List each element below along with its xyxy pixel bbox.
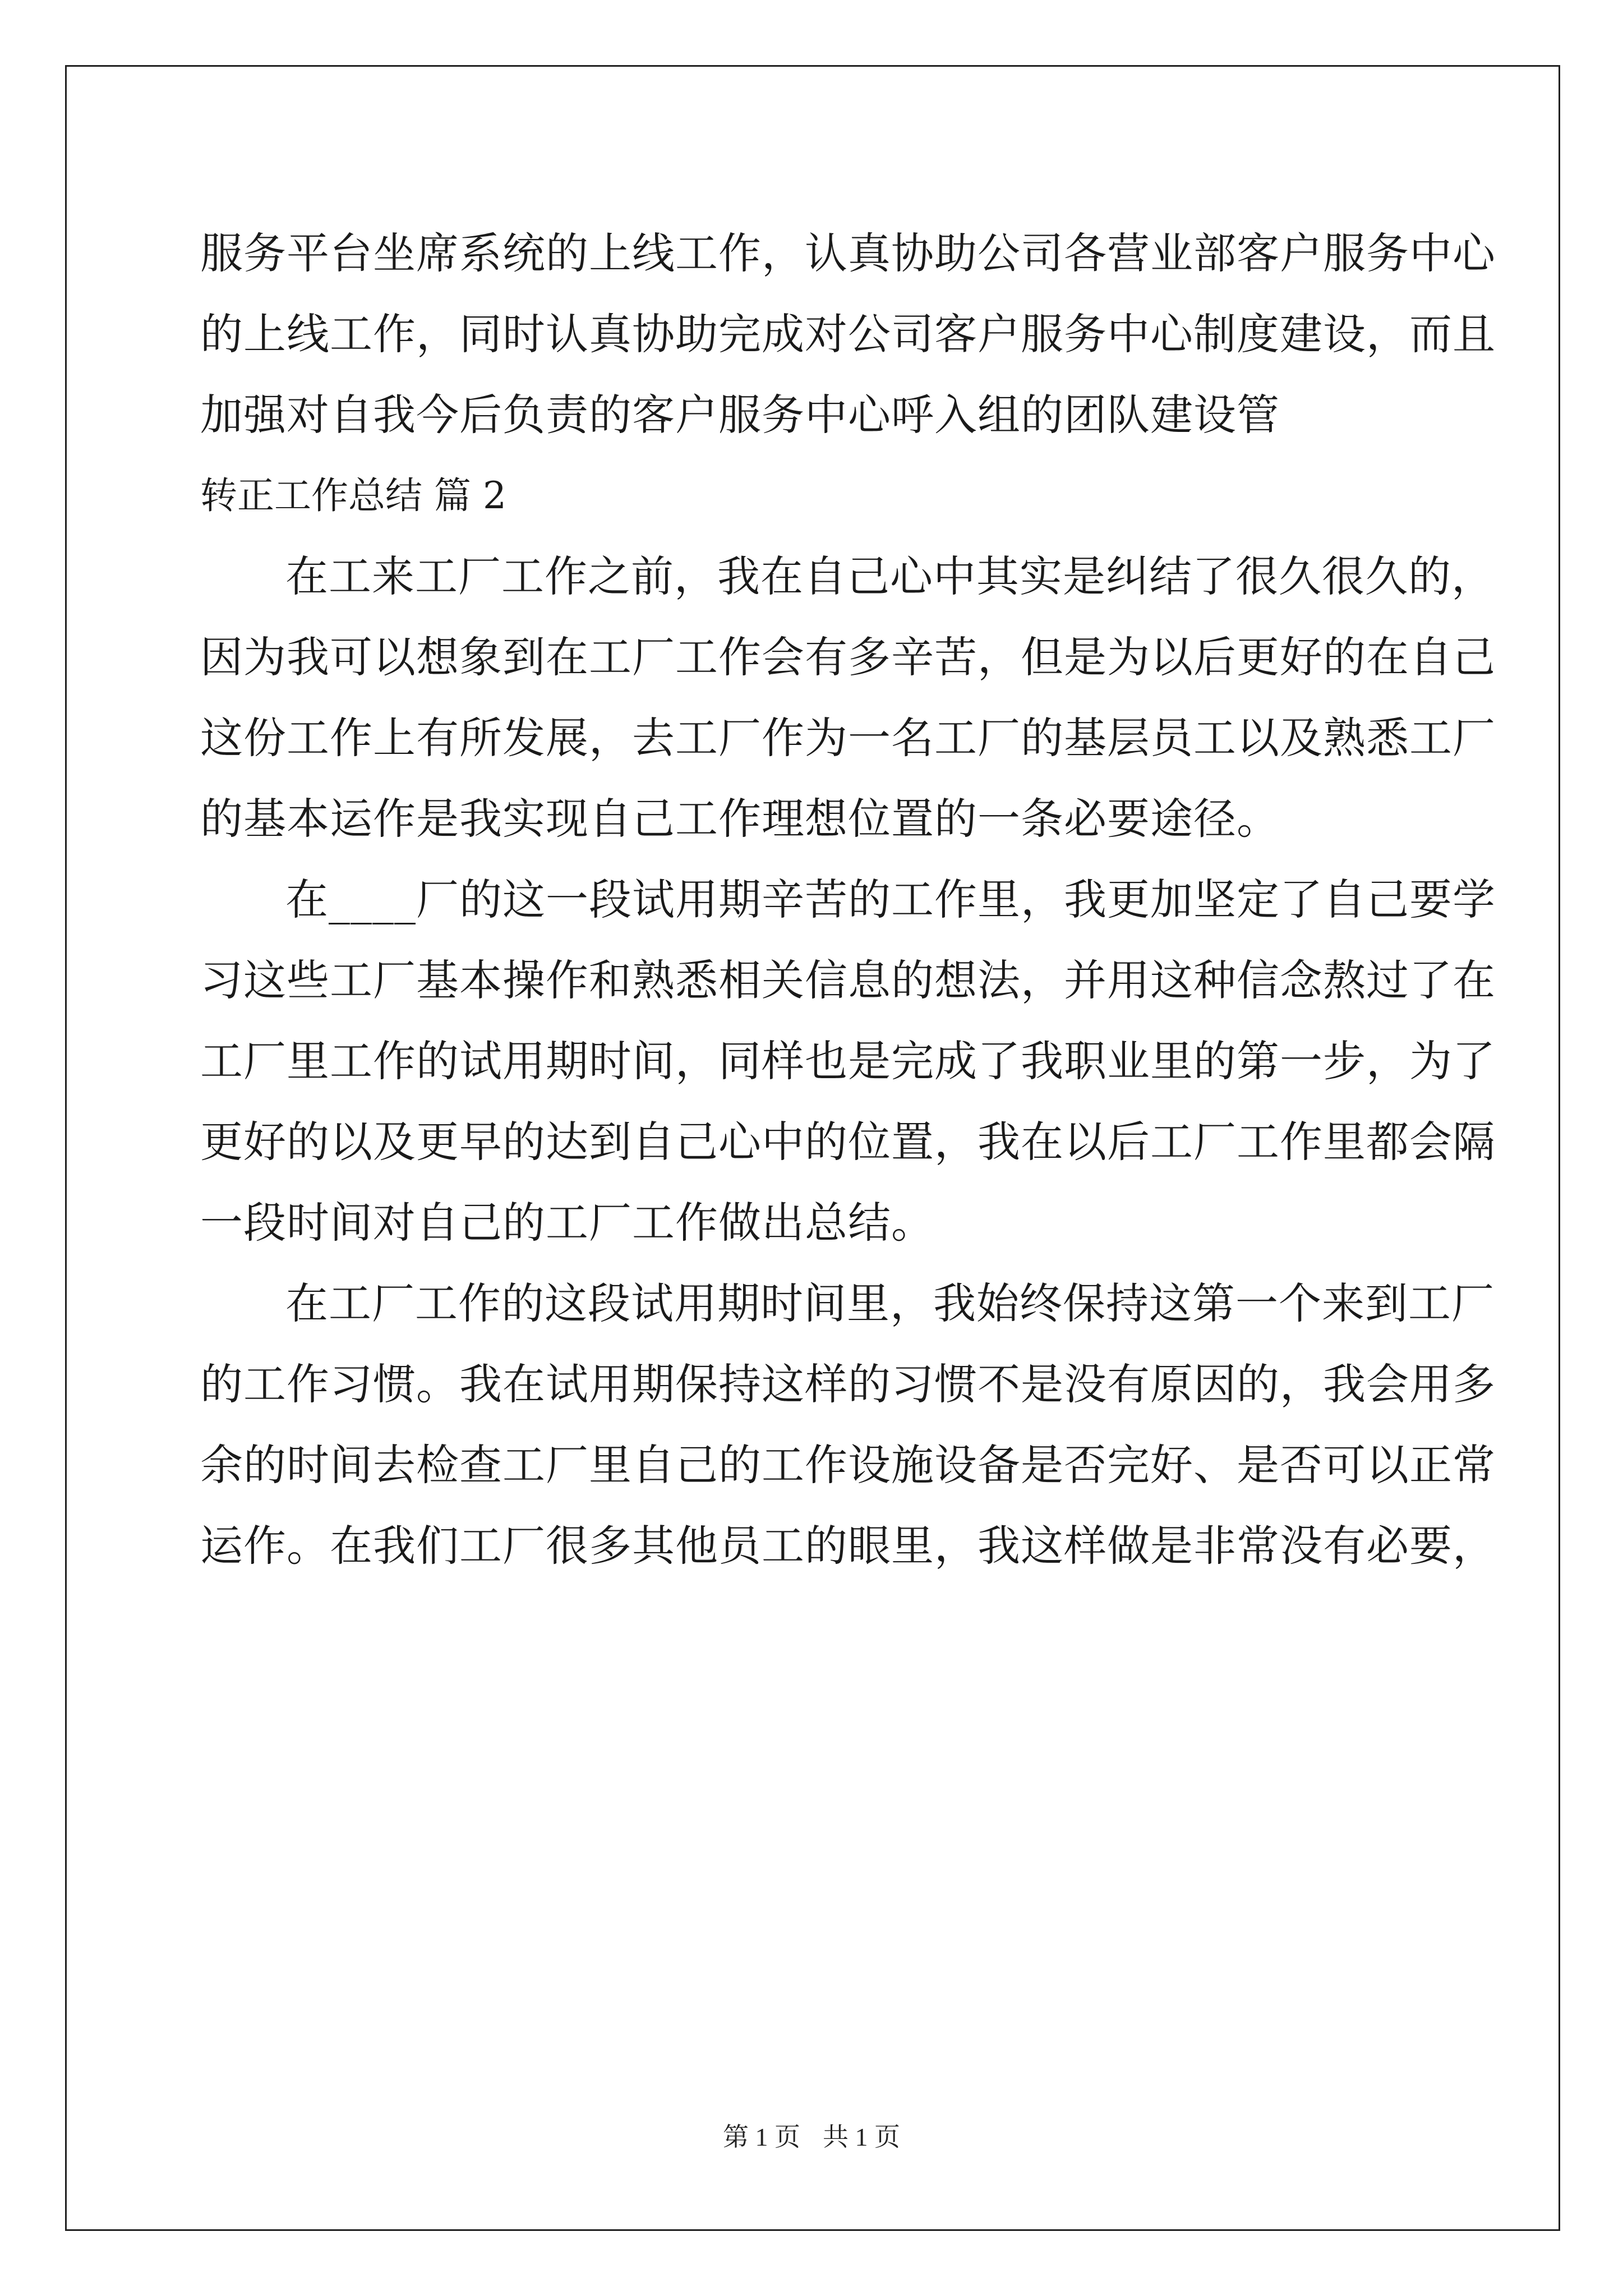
text-line: 的基本运作是我实现自己工作理想位置的一条必要途径。: [200, 794, 1280, 844]
text-line: 的工作习惯。我在试用期保持这样的习惯不是没有原因的，我会用多: [200, 1359, 1496, 1409]
text-line: 的上线工作，同时认真协助完成对公司客户服务中心制度建设，而且: [200, 309, 1496, 359]
text-line: 习这些工厂基本操作和熟悉相关信息的想法，并用这种信念熬过了在: [200, 955, 1496, 1005]
text-line: 加强对自我今后负责的客户服务中心呼入组的团队建设管: [200, 390, 1280, 440]
text-line: 在工厂工作的这段试用期时间里，我始终保持这第一个来到工厂: [285, 1278, 1495, 1328]
paragraph: [200, 536, 1496, 859]
text-line: 因为我可以想象到在工厂工作会有多辛苦，但是为以后更好的在自己: [200, 632, 1496, 682]
document-body: [200, 213, 1496, 1586]
paragraph: [200, 859, 1496, 1263]
text-line: 余的时间去检查工厂里自己的工作设施设备是否完好、是否可以正常: [200, 1440, 1496, 1490]
text-line: 更好的以及更早的达到自己心中的位置，我在以后工厂工作里都会隔: [200, 1117, 1496, 1167]
paragraph: [200, 1263, 1496, 1586]
text-line: 工厂里工作的试用期时间，同样也是完成了我职业里的第一步，为了: [200, 1036, 1496, 1086]
page-total: 共 1 页: [823, 2123, 900, 2151]
text-line: 运作。在我们工厂很多其他员工的眼里，我这样做是非常没有必要，: [200, 1521, 1496, 1571]
text-line: 这份工作上有所发展，去工厂作为一名工厂的基层员工以及熟悉工厂: [200, 713, 1496, 763]
page-footer: [0, 2120, 1623, 2154]
page-number: 第 1 页: [723, 2123, 800, 2151]
section-heading: 转正工作总结 篇 2: [200, 474, 506, 517]
text-line: 一段时间对自己的工厂工作做出总结。: [200, 1198, 934, 1248]
text-line: 在工来工厂工作之前，我在自己心中其实是纠结了很久很久的，: [285, 551, 1495, 601]
text-line: 服务平台坐席系统的上线工作，认真协助公司各营业部客户服务中心: [200, 228, 1496, 278]
text-line: 在____厂的这一段试用期辛苦的工作里，我更加坚定了自己要学: [285, 875, 1496, 924]
